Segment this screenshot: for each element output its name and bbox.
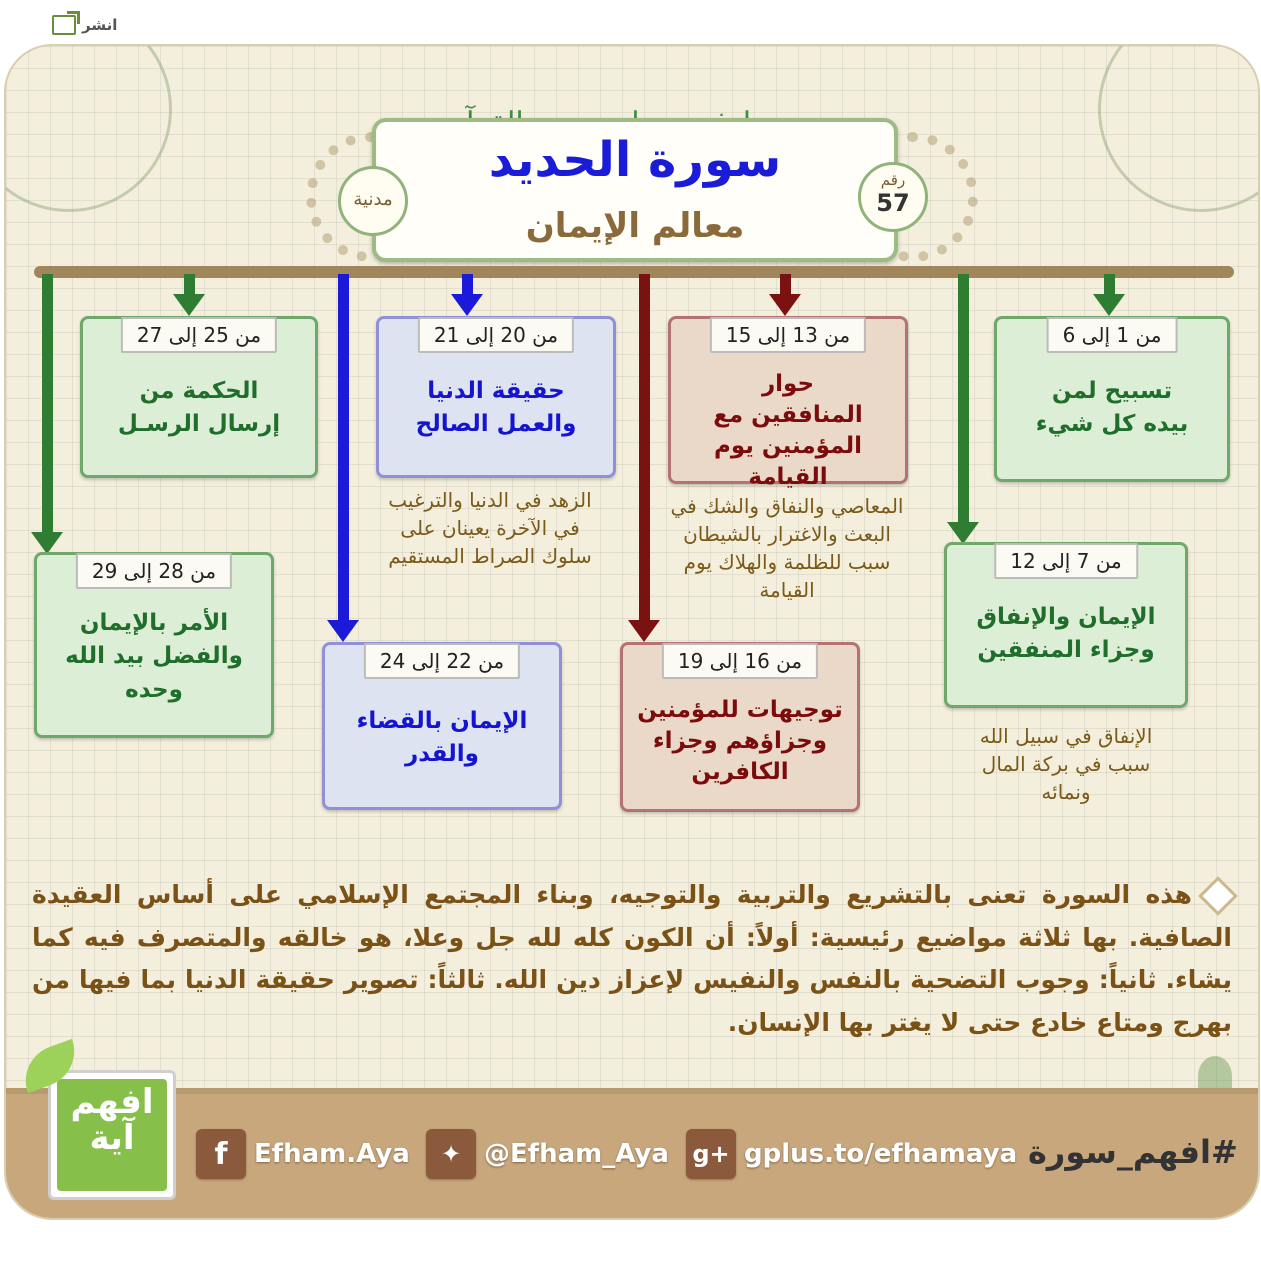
section-title: الإيمان بالقضاء والقدر (356, 708, 528, 768)
twitter-icon: ✦ (426, 1129, 476, 1179)
verse-range: من 28 إلى 29 (76, 553, 232, 589)
gplus-url: gplus.to/efhamaya (744, 1139, 1018, 1169)
arrow-down-icon (173, 294, 205, 316)
connector-line (958, 274, 969, 524)
google-plus-icon: g+ (686, 1129, 736, 1179)
note-1: الإنفاق في سبيل الله سبب في بركة المال ونمائه (979, 724, 1153, 804)
connector-beam (34, 266, 1234, 278)
twitter-link[interactable] (426, 1128, 669, 1180)
gplus-link[interactable] (686, 1128, 1017, 1180)
efham-aya-logo (48, 1070, 176, 1200)
note-2: المعاصي والنفاق والشك في البعث والاغترار بالشيطان سبب للظلمة والهلاك يوم القيامة (670, 494, 904, 602)
arrow-down-icon (1093, 294, 1125, 316)
section-title: حقيقة الدنيا والعمل الصالح (415, 378, 577, 438)
section-box-3 (668, 316, 908, 491)
note-3: الزهد في الدنيا والترغيب في الآخرة يعينان على سلوك الصراط المستقيم (388, 488, 592, 568)
verse-range: من 16 إلى 19 (662, 643, 818, 679)
surah-number-badge (858, 162, 928, 232)
connector-line (42, 274, 53, 534)
verse-range: من 25 إلى 27 (121, 317, 277, 353)
facebook-handle: Efham.Aya (254, 1139, 410, 1169)
twitter-handle: @Efham_Aya (484, 1139, 669, 1169)
share-label: انشر (82, 16, 118, 34)
arrow-down-icon (327, 620, 359, 642)
arrow-down-icon (451, 294, 483, 316)
diamond-bullet-icon (1198, 876, 1238, 916)
connector-line (1104, 274, 1115, 296)
summary-text: هذه السورة تعنى بالتشريع والتربية والتوجيه، وبناء المجتمع الإسلامي على أساس العقيدة الصافية. بها ثلاثة مواضيع رئيسية: أولاً: أن الكون كله لله جل وعلا، هو خالقه والمتصرف فيه كما يشاء. ثانياً: وجوب التضحية بالنفس والنفيس لإعزاز دين الله. ثالثاً: تصوير حقيقة الدنيا بما فيها من بهرج ومتاع خادع حتى لا يغتر بها الإنسان. (32, 880, 1232, 1037)
infographic-card (4, 44, 1260, 1220)
share-button[interactable] (52, 12, 132, 38)
surah-number-label: رقم (880, 171, 906, 189)
arrow-down-icon (947, 522, 979, 544)
section-title: الحكمة من إرسال الرسـل (117, 378, 281, 438)
arrow-down-icon (31, 532, 63, 554)
section-box-1 (994, 316, 1230, 482)
surah-type: مدنية (353, 189, 393, 210)
section-box-7 (80, 316, 318, 478)
section-title: حوار المنافقين مع المؤمنين يوم القيامة (713, 371, 863, 491)
connector-line (462, 274, 473, 296)
verse-range: من 13 إلى 15 (710, 317, 866, 353)
verse-range: من 20 إلى 21 (418, 317, 574, 353)
summary-paragraph (32, 874, 1232, 1044)
surah-number: 57 (876, 189, 910, 217)
facebook-icon: f (196, 1129, 246, 1179)
section-box-6 (322, 642, 562, 810)
logo-text: افهم آية (57, 1079, 167, 1191)
verse-range: من 1 إلى 6 (1047, 317, 1178, 353)
section-box-2 (944, 542, 1188, 708)
verse-range: من 22 إلى 24 (364, 643, 520, 679)
connector-line (780, 274, 791, 296)
title-box (372, 118, 898, 262)
hashtag: #افهم_سورة (1028, 1133, 1238, 1171)
section-box-5 (376, 316, 616, 478)
section-title: توجيهات للمؤمنين وجزاؤهم وجزاء الكافرين (637, 697, 843, 786)
section-title: الإيمان والإنفاق وجزاء المنفقين (976, 604, 1156, 664)
section-title: الأمر بالإيمان والفضل بيد الله وحده (65, 610, 243, 703)
verse-range: من 7 إلى 12 (994, 543, 1138, 579)
section-title: تسبيح لمن بيده كل شيء (1035, 378, 1189, 438)
section-box-4 (620, 642, 860, 812)
section-box-8 (34, 552, 274, 738)
connector-line (338, 274, 349, 622)
connector-line (639, 274, 650, 622)
connector-line (184, 274, 195, 296)
facebook-link[interactable] (196, 1128, 410, 1180)
surah-type-badge (338, 166, 408, 236)
surah-theme: معالم الإيمان (525, 206, 745, 246)
surah-name: سورة الحديد (488, 132, 782, 188)
share-icon (52, 15, 76, 35)
arrow-down-icon (628, 620, 660, 642)
arrow-down-icon (769, 294, 801, 316)
